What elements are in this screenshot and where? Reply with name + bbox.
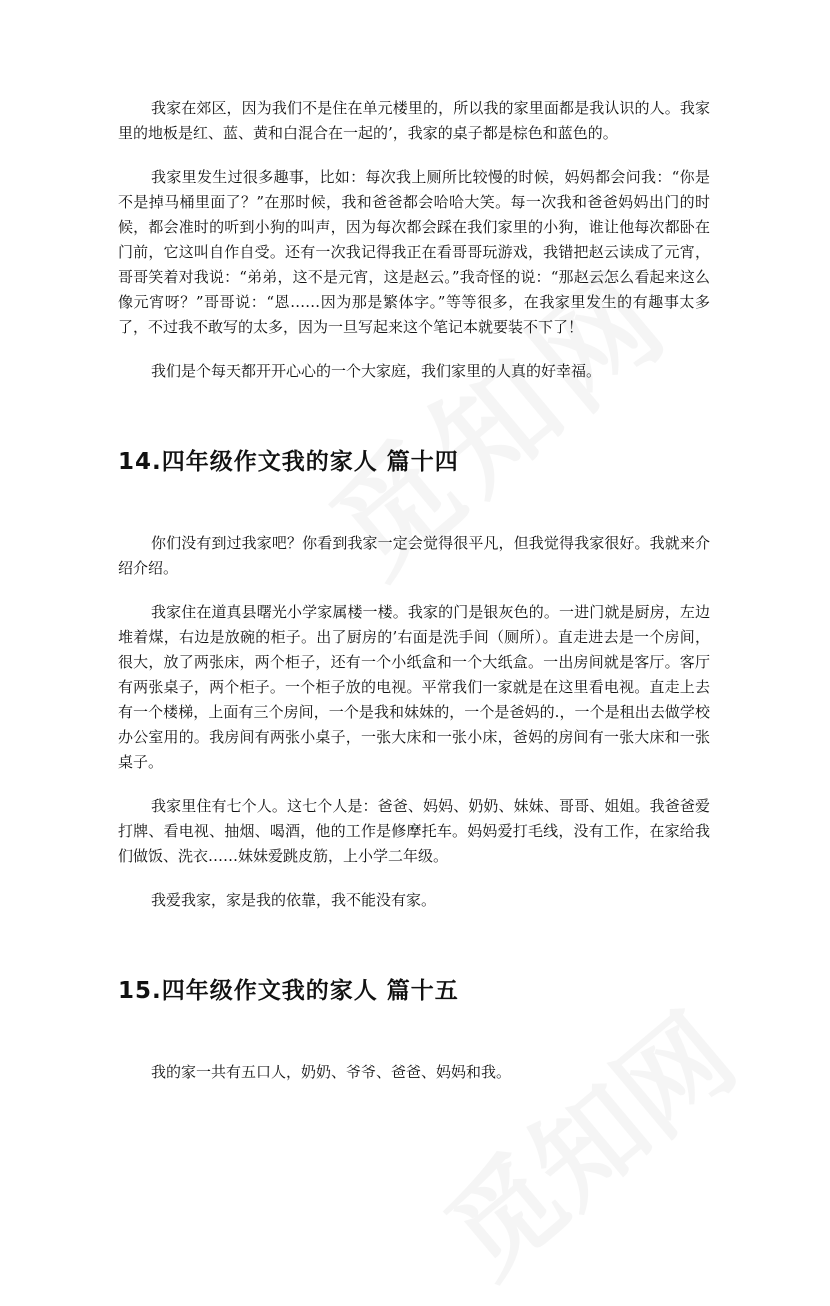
document-body — [118, 94, 710, 1085]
paragraph: 我爱我家，家是我的依靠，我不能没有家。 — [151, 891, 437, 909]
section-heading-15: 15.四年级作文我的家人 篇十五 — [118, 978, 459, 1004]
paragraph: 我家在郊区，因为我们不是住在单元楼里的，所以我的家里面都是我认识的人。我家里的地板是红、蓝、黄和白混合在一起的’，我家的桌子都是棕色和蓝色的。 — [118, 99, 710, 142]
paragraph: 你们没有到过我家吧？你看到我家一定会觉得很平凡，但我觉得我家很好。我就来介绍介绍。 — [118, 534, 710, 577]
paragraph: 我们是个每天都开开心心的一个大家庭，我们家里的人真的好幸福。 — [151, 362, 602, 380]
paragraph: 我家里发生过很多趣事，比如：每次我上厕所比较慢的时候，妈妈都会问我：“你是不是掉马桶里面了？”在那时候，我和爸爸都会哈哈大笑。每一次我和爸爸妈妈出门的时候，都会准时的听到小狗的叫声，因为每次都会踩在我们家里的小狗，谁让他每次都卧在门前，它这叫自作自受。还有一次我记得我正在看哥哥玩游戏，我错把赵云读成了元宵，哥哥笑着对我说：“弟弟，这不是元宵，这是赵云。”我奇怪的说：“那赵云怎么看起来这么像元宵呀？”哥哥说：“恩……因为那是繁体字。”等等很多，在我家里发生的有趣事太多了，不过我不敢写的太多，因为一旦写起来这个笔记本就要装不下了！ — [118, 168, 710, 336]
paragraph: 我家里住有七个人。这七个人是：爸爸、妈妈、奶奶、妹妹、哥哥、姐姐。我爸爸爱打牌、看电视、抽烟、喝酒，他的工作是修摩托车。妈妈爱打毛线，没有工作，在家给我们做饭、洗衣……妹妹爱跳皮筋，上小学二年级。 — [118, 797, 710, 865]
paragraph: 我的家一共有五口人，奶奶、爷爷、爸爸、妈妈和我。 — [151, 1063, 512, 1081]
section-heading-14: 14.四年级作文我的家人 篇十四 — [118, 449, 459, 475]
paragraph: 我家住在道真县曙光小学家属楼一楼。我家的门是银灰色的。一进门就是厨房，左边堆着煤，右边是放碗的柜子。出了厨房的’右面是洗手间（厕所）。直走进去是一个房间，很大，放了两张床，两个柜子，还有一个小纸盒和一个大纸盒。一出房间就是客厅。客厅有两张桌子，两个柜子。一个柜子放的电视。平常我们一家就是在这里看电视。直走上去有一个楼梯，上面有三个房间，一个是我和妹妹的，一个是爸妈的.，一个是租出去做学校办公室用的。我房间有两张小桌子，一张大床和一张小床，爸妈的房间有一张大床和一张桌子。 — [118, 603, 710, 771]
